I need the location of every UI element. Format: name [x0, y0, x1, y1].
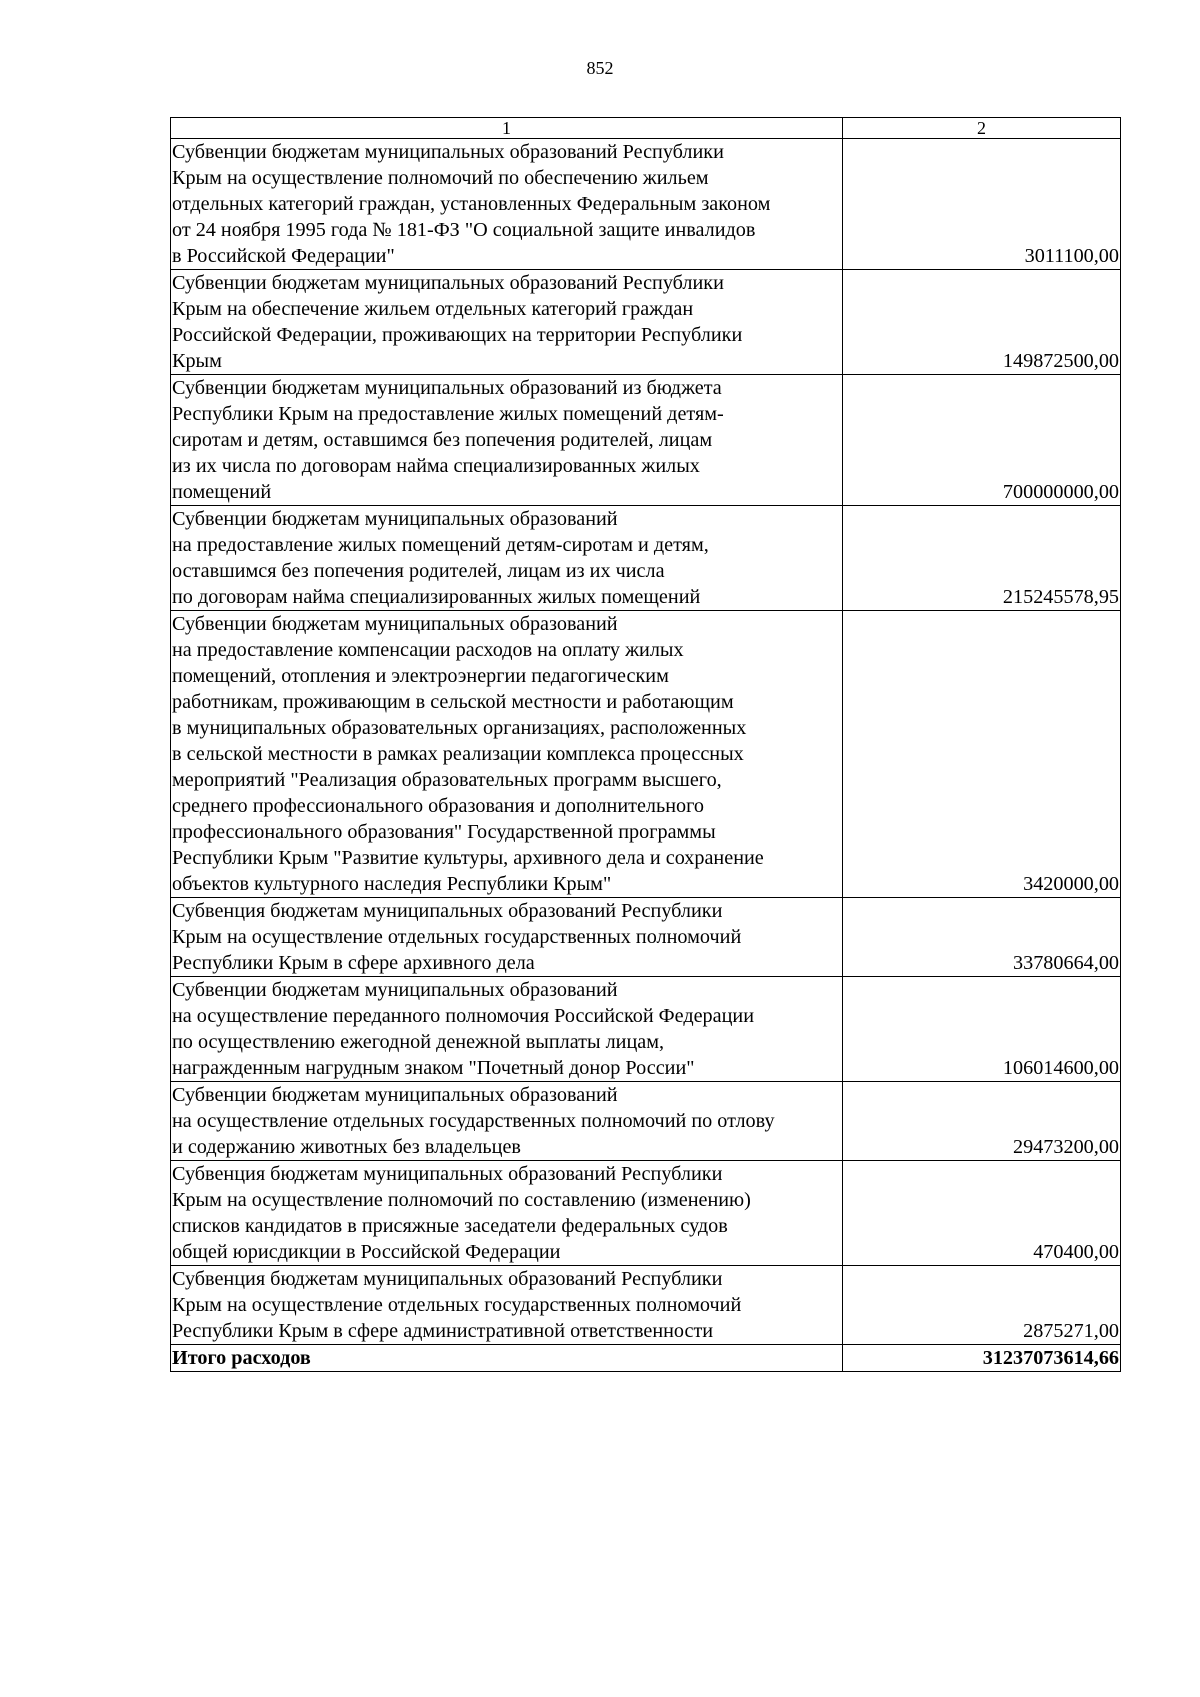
total-row	[171, 1345, 1121, 1372]
row-description: Субвенция бюджетам муниципальных образований Республики Крым на осуществление отдельных государственных полномочий Республики Крым в сфере административной ответственности	[171, 1266, 843, 1345]
row-amount: 3420000,00	[843, 611, 1121, 898]
row-description: Субвенции бюджетам муниципальных образований Республики Крым на осуществление полномочий по обеспечению жильем отдельных категорий граждан, установленных Федеральным законом от 24 ноября 1995 года № 181-ФЗ "О социальной защите инвалидов в Российской Федерации"	[171, 139, 843, 270]
row-amount: 149872500,00	[843, 270, 1121, 375]
column-header-2: 2	[843, 118, 1121, 139]
header-row	[171, 118, 1121, 139]
table-row	[171, 1266, 1121, 1345]
row-description: Субвенции бюджетам муниципальных образований из бюджета Республики Крым на предоставление жилых помещений детям- сиротам и детям, оставшимся без попечения родителей, лицам из их числа по договорам найма специализированных жилых помещений	[171, 375, 843, 506]
total-label: Итого расходов	[171, 1345, 843, 1372]
row-description: Субвенция бюджетам муниципальных образований Республики Крым на осуществление полномочий по составлению (изменению) списков кандидатов в присяжные заседатели федеральных судов общей юрисдикции в Российской Федерации	[171, 1161, 843, 1266]
row-amount: 29473200,00	[843, 1082, 1121, 1161]
row-description: Субвенции бюджетам муниципальных образований Республики Крым на обеспечение жильем отдельных категорий граждан Российской Федерации, проживающих на территории Республики Крым	[171, 270, 843, 375]
budget-table	[170, 117, 1121, 1372]
row-description: Субвенции бюджетам муниципальных образований на предоставление жилых помещений детям-сиротам и детям, оставшимся без попечения родителей, лицам из их числа по договорам найма специализированных жилых помещений	[171, 506, 843, 611]
row-amount: 2875271,00	[843, 1266, 1121, 1345]
column-header-1: 1	[171, 118, 843, 139]
table-row	[171, 977, 1121, 1082]
row-description: Субвенции бюджетам муниципальных образований на предоставление компенсации расходов на оплату жилых помещений, отопления и электроэнергии педагогическим работникам, проживающим в сельской местности и работающим в муниципальных образовательных организациях, расположенных в сельской местности в рамках реализации комплекса процессных мероприятий "Реализация образовательных программ высшего, среднего профессионального образования и дополнительного профессионального образования" Государственной программы Республики Крым "Развитие культуры, архивного дела и сохранение объектов культурного наследия Республики Крым"	[171, 611, 843, 898]
row-description: Субвенции бюджетам муниципальных образований на осуществление отдельных государственных полномочий по отлову и содержанию животных без владельцев	[171, 1082, 843, 1161]
row-description: Субвенции бюджетам муниципальных образований на осуществление переданного полномочия Российской Федерации по осуществлению ежегодной денежной выплаты лицам, награжденным нагрудным знаком "Почетный донор России"	[171, 977, 843, 1082]
row-amount: 106014600,00	[843, 977, 1121, 1082]
row-amount: 33780664,00	[843, 898, 1121, 977]
row-amount: 3011100,00	[843, 139, 1121, 270]
row-amount: 700000000,00	[843, 375, 1121, 506]
row-description: Субвенция бюджетам муниципальных образований Республики Крым на осуществление отдельных государственных полномочий Республики Крым в сфере архивного дела	[171, 898, 843, 977]
page-number: 852	[586, 58, 614, 78]
total-amount: 31237073614,66	[843, 1345, 1121, 1372]
table-body	[171, 118, 1121, 1372]
table-row	[171, 1161, 1121, 1266]
table-row	[171, 375, 1121, 506]
table-row	[171, 139, 1121, 270]
table-row	[171, 1082, 1121, 1161]
table-row	[171, 506, 1121, 611]
table-row	[171, 611, 1121, 898]
table-row	[171, 270, 1121, 375]
table-row	[171, 898, 1121, 977]
row-amount: 470400,00	[843, 1161, 1121, 1266]
row-amount: 215245578,95	[843, 506, 1121, 611]
